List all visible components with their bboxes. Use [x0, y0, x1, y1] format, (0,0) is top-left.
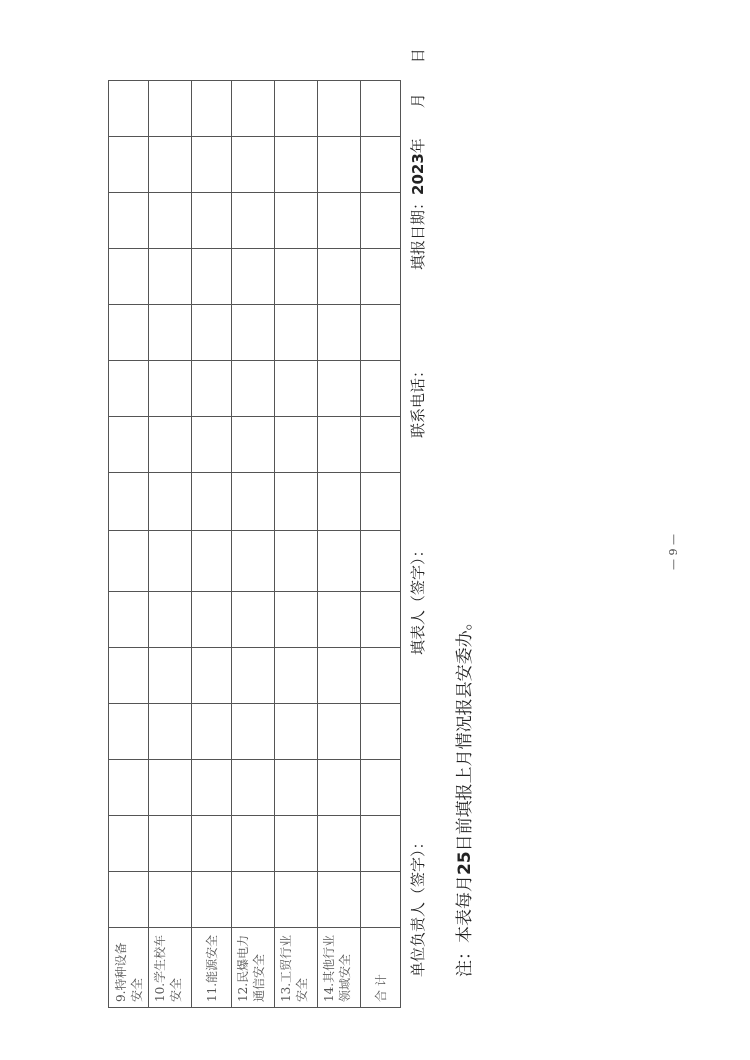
table-cell[interactable]	[109, 249, 149, 305]
table-cell[interactable]	[361, 760, 401, 816]
table-cell[interactable]	[109, 531, 149, 592]
table-cell[interactable]	[275, 872, 318, 928]
fill-date-label	[407, 48, 428, 270]
table-cell[interactable]	[318, 417, 361, 473]
table-cell[interactable]	[361, 249, 401, 305]
table-cell[interactable]	[109, 193, 149, 249]
table-cell[interactable]	[149, 704, 192, 760]
table-cell[interactable]	[232, 305, 275, 361]
table-cell[interactable]	[149, 417, 192, 473]
table-cell[interactable]	[318, 531, 361, 592]
fill-date-suffix: 年 月 日	[409, 48, 427, 154]
table-row	[361, 81, 401, 1008]
table-cell[interactable]	[318, 816, 361, 872]
table-cell[interactable]	[232, 249, 275, 305]
table-cell[interactable]	[109, 704, 149, 760]
table-cell[interactable]	[275, 361, 318, 417]
fill-date-prefix: 填报日期：	[409, 194, 427, 270]
table-cell[interactable]	[318, 249, 361, 305]
row-label: 11.能源安全	[192, 928, 232, 1008]
table-cell[interactable]	[318, 704, 361, 760]
table-cell[interactable]	[109, 81, 149, 137]
footnote-prefix: 注：本表每月	[455, 875, 475, 977]
table-cell[interactable]	[232, 137, 275, 193]
table-cell[interactable]	[361, 417, 401, 473]
table-cell[interactable]	[318, 193, 361, 249]
table-cell[interactable]	[109, 361, 149, 417]
table-cell[interactable]	[232, 361, 275, 417]
table-cell[interactable]	[192, 816, 232, 872]
table-cell[interactable]	[232, 648, 275, 704]
footnote-day: 25	[455, 851, 475, 875]
row-label: 13.工贸行业安全	[275, 928, 318, 1008]
table-cell[interactable]	[275, 305, 318, 361]
contact-phone-label: 联系电话：	[409, 362, 427, 438]
table-cell[interactable]	[318, 81, 361, 137]
table-row	[109, 81, 149, 1008]
table-cell[interactable]	[275, 592, 318, 648]
table-cell[interactable]	[361, 816, 401, 872]
table-cell[interactable]	[192, 81, 232, 137]
footnote-suffix: 日前填报上月情况报县安委办。	[455, 613, 475, 852]
table-cell[interactable]	[361, 305, 401, 361]
fill-date-year: 2023	[409, 153, 427, 195]
table-cell[interactable]	[149, 473, 192, 531]
table-cell[interactable]	[275, 417, 318, 473]
table-cell[interactable]	[109, 592, 149, 648]
table-cell[interactable]	[192, 249, 232, 305]
table-cell[interactable]	[318, 305, 361, 361]
table-cell[interactable]	[109, 473, 149, 531]
table-cell[interactable]	[275, 473, 318, 531]
table-cell[interactable]	[192, 137, 232, 193]
table-row	[318, 81, 361, 1008]
row-label: 14.其他行业领域安全	[318, 928, 361, 1008]
table-cell[interactable]	[149, 81, 192, 137]
table-cell[interactable]	[109, 648, 149, 704]
table-cell[interactable]	[149, 592, 192, 648]
table-cell[interactable]	[232, 473, 275, 531]
row-label: 10.学生校车安全	[149, 928, 192, 1008]
table-cell[interactable]	[275, 81, 318, 137]
table-cell[interactable]	[361, 531, 401, 592]
table-cell[interactable]	[318, 648, 361, 704]
table-cell[interactable]	[232, 816, 275, 872]
table-cell[interactable]	[149, 137, 192, 193]
table-cell[interactable]	[192, 760, 232, 816]
table-cell[interactable]	[275, 249, 318, 305]
table-row	[192, 81, 232, 1008]
footnote	[450, 613, 475, 977]
table-cell[interactable]	[275, 193, 318, 249]
table-cell[interactable]	[192, 193, 232, 249]
table-row	[275, 81, 318, 1008]
table-cell[interactable]	[361, 137, 401, 193]
table-cell[interactable]	[361, 704, 401, 760]
table-cell[interactable]	[275, 760, 318, 816]
table-cell[interactable]	[318, 473, 361, 531]
table-cell[interactable]	[149, 361, 192, 417]
row-label: 12.民爆电力通信安全	[232, 928, 275, 1008]
table-cell[interactable]	[192, 592, 232, 648]
table-cell[interactable]	[149, 305, 192, 361]
table-cell[interactable]	[149, 816, 192, 872]
table-cell[interactable]	[232, 592, 275, 648]
table-cell[interactable]	[232, 704, 275, 760]
table-cell[interactable]	[109, 137, 149, 193]
table-cell[interactable]	[275, 648, 318, 704]
table-cell[interactable]	[232, 760, 275, 816]
table-cell[interactable]	[149, 648, 192, 704]
table-cell[interactable]	[318, 137, 361, 193]
table-cell[interactable]	[361, 592, 401, 648]
table-cell[interactable]	[192, 473, 232, 531]
table-cell[interactable]	[232, 417, 275, 473]
table-cell[interactable]	[275, 137, 318, 193]
table-cell[interactable]	[318, 760, 361, 816]
table-cell[interactable]	[232, 81, 275, 137]
table-cell[interactable]	[232, 872, 275, 928]
table-cell[interactable]	[149, 760, 192, 816]
table-cell[interactable]	[361, 648, 401, 704]
table-cell[interactable]	[361, 193, 401, 249]
table-cell[interactable]	[232, 193, 275, 249]
table-cell[interactable]	[361, 872, 401, 928]
table-cell[interactable]	[232, 531, 275, 592]
row-label: 9.特种设备安全	[109, 928, 149, 1008]
table-cell[interactable]	[109, 417, 149, 473]
page-number: — 9 —	[667, 534, 680, 570]
table-cell[interactable]	[149, 872, 192, 928]
table-cell[interactable]	[361, 473, 401, 531]
table-cell[interactable]	[192, 361, 232, 417]
table-cell[interactable]	[192, 872, 232, 928]
table-cell[interactable]	[149, 531, 192, 592]
table-cell[interactable]	[149, 193, 192, 249]
unit-head-signature-label: 单位负责人（签字）：	[409, 834, 427, 977]
table-row	[232, 81, 275, 1008]
table-cell[interactable]	[361, 81, 401, 137]
filler-signature-label: 填表人（签字）：	[409, 542, 427, 655]
table-cell[interactable]	[109, 816, 149, 872]
table-row	[149, 81, 192, 1008]
table-cell[interactable]	[318, 872, 361, 928]
table-cell[interactable]	[192, 531, 232, 592]
table-cell[interactable]	[149, 249, 192, 305]
table-cell[interactable]	[192, 305, 232, 361]
table-cell[interactable]	[192, 704, 232, 760]
table-cell[interactable]	[109, 760, 149, 816]
table-cell[interactable]	[275, 704, 318, 760]
report-table	[108, 80, 401, 1008]
table-cell[interactable]	[318, 361, 361, 417]
table-cell[interactable]	[275, 816, 318, 872]
table-cell[interactable]	[318, 592, 361, 648]
table-cell[interactable]	[192, 648, 232, 704]
table-body	[109, 81, 401, 1008]
table-cell[interactable]	[192, 417, 232, 473]
table-cell[interactable]	[109, 872, 149, 928]
table-cell[interactable]	[275, 531, 318, 592]
row-label: 合 计	[361, 928, 401, 1008]
table-cell[interactable]	[361, 361, 401, 417]
table-cell[interactable]	[109, 305, 149, 361]
